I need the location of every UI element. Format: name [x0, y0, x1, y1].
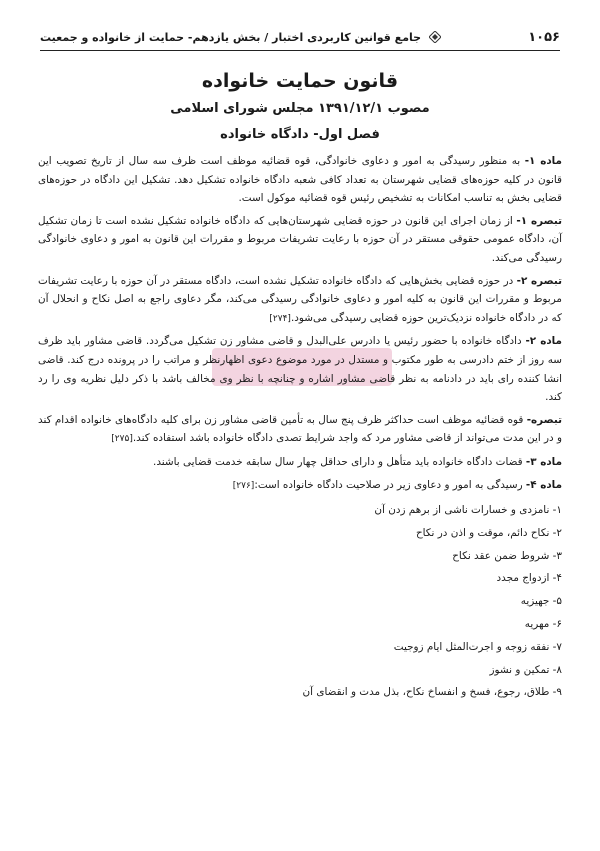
list-item: ۳- شروط ضمن عقد نکاح — [452, 549, 562, 562]
article-lead: ماده ۲- — [525, 335, 562, 348]
list-item: ۴- ازدواج مجدد — [496, 572, 562, 585]
article-4 — [38, 476, 562, 496]
article-text: به منظور رسیدگی به امور و دعاوی خانوادگی، قوه قضائیه موظف است ظرف سه سال از تاریخ تصویب این قانون در کلیه حوزه‌های قضایی شهرستان به تعداد کافی شعبه دادگاه خانواده تشکیل دهد. تشکیل این دادگاه در حوزه‌های قضایی بخش به تناسب امکانات به تشخیص رئیس قوه قضائیه موکول است. — [38, 155, 562, 205]
article-lead: ماده ۱- — [524, 155, 562, 167]
article-1 — [38, 152, 562, 208]
note-lead: تبصره ۱- — [516, 214, 562, 227]
footnote-ref[interactable]: [۲۷۴] — [269, 313, 291, 324]
list-item: ۸- تمکین و نشوز — [489, 663, 562, 676]
note-text: از زمان اجرای این قانون در حوزه قضایی شهرستان‌هایی که دادگاه خانواده تشکیل نشده است تا زمان تشکیل آن، دادگاه عمومی حقوقی مستقر در آن حوزه با رعایت تشریفات مربوط و مقررات این قانون به امور و دعاوی خانوادگی رسیدگی می‌کند. — [38, 214, 562, 264]
note-1 — [38, 212, 562, 268]
article-3 — [38, 453, 562, 472]
note-2 — [38, 272, 562, 329]
article-lead: ماده ۳- — [525, 455, 562, 468]
article-lead: ماده ۴- — [525, 478, 562, 491]
note-article-2 — [38, 411, 562, 449]
title-block — [40, 66, 560, 148]
note-lead: تبصره- — [526, 413, 562, 426]
list-item: ۲- نکاح دائم، موقت و اذن در نکاح — [415, 526, 562, 539]
page-number: ۱۰۵۶ — [528, 29, 560, 45]
running-head: جامع قوانین کاربردی اختبار / بخش یازدهم- حمایت از خانواده و جمعیت — [40, 30, 422, 44]
list-item: ۷- نفقه زوجه و اجرت‌المثل ایام زوجیت — [393, 640, 562, 653]
running-header — [40, 24, 560, 51]
footnote-ref[interactable]: [۲۷۶] — [232, 480, 255, 491]
list-item: ۶- مهریه — [524, 618, 562, 631]
list-item: ۵- جهیزیه — [520, 595, 562, 608]
article-text: دادگاه خانواده با حضور رئیس یا دادرس علی‌البدل و قاضی مشاور زن تشکیل می‌گردد. قاضی مشاور باید ظرف سه روز از ختم دادرسی به طور مکتوب و مستدل در مورد موضوع دعوی اظهارنظر و مراتب را در پرونده درج کند. قاضی انشا کننده رای باید در دادنامه به نظر قاضی مشاور اشاره و چنانچه با نظر وی مخالف باشد با ذکر دلیل نظریه وی را رد کند. — [38, 335, 562, 404]
diamond-ornament-icon — [429, 31, 441, 43]
footnote-ref[interactable]: [۲۷۵] — [111, 434, 133, 445]
law-title: قانون حمایت خانواده — [201, 70, 399, 92]
note-lead: تبصره ۲- — [516, 274, 562, 287]
article-text: رسیدگی به امور و دعاوی زیر در صلاحیت دادگاه خانواده است: — [254, 478, 526, 491]
article-2 — [38, 332, 562, 406]
approval-line: مصوب ۱۳۹۱/۱۲/۱ مجلس شورای اسلامی — [170, 101, 430, 116]
article-body — [38, 152, 562, 704]
jurisdiction-list — [38, 499, 562, 704]
header-left — [40, 31, 441, 44]
note-text: قوه قضائیه موظف است حداکثر ظرف پنج سال به تأمین قاضی مشاور زن برای کلیه دادگاه‌های خانواده اقدام کند و در این مدت می‌تواند از قاضی مشاور مرد که واجد شرایط تصدی دادگاه خانواده باشد استفاده کند. — [38, 413, 562, 445]
note-text: در حوزه قضایی بخش‌هایی که دادگاه خانواده تشکیل نشده است، دادگاه مستقر در آن حوزه با رعایت تشریفات مربوط و مقررات این قانون به کلیه امور و دعاوی خانوادگی رسیدگی می‌کند، مگر دعاوی راجع به اصل نکاح و انحلال آن که در دادگاه خانواده نزدیک‌ترین حوزه قضایی رسیدگی می‌شود. — [38, 274, 562, 324]
list-item: ۱- نامزدی و خسارات ناشی از برهم زدن آن — [374, 504, 562, 517]
chapter-heading: فصل اول- دادگاه خانواده — [220, 127, 380, 142]
list-item: ۹- طلاق، رجوع، فسخ و انفساخ نکاح، بذل مدت و انقضای آن — [302, 686, 562, 699]
article-text: قضات دادگاه خانواده باید متأهل و دارای حداقل چهار سال سابقه خدمت قضایی باشند. — [153, 455, 526, 468]
